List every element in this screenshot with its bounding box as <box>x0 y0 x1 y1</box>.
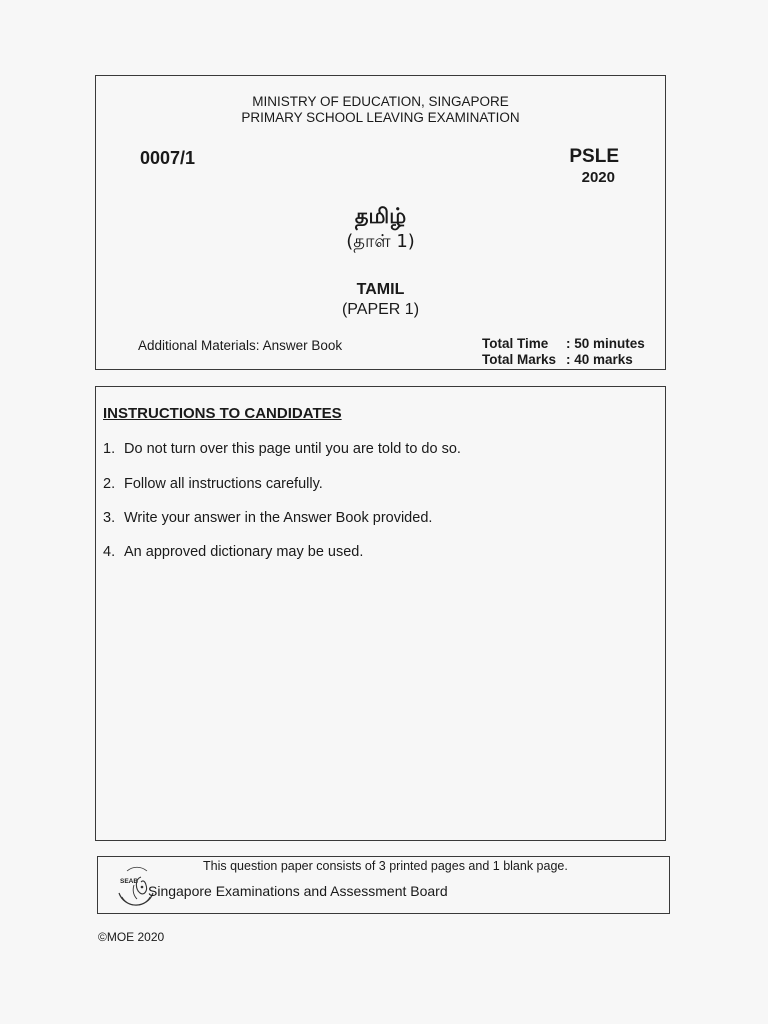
instruction-number: 4. <box>103 544 116 560</box>
instructions-box <box>95 386 666 841</box>
instruction-number: 2. <box>103 476 116 492</box>
subject-title: TAMIL <box>356 281 405 298</box>
total-marks-row <box>482 352 645 368</box>
total-marks-value: : 40 marks <box>566 352 633 367</box>
total-time-label: Total Time <box>482 336 549 351</box>
ministry-line: MINISTRY OF EDUCATION, SINGAPORE <box>252 94 509 109</box>
cover-box <box>95 75 666 370</box>
instruction-item <box>103 544 363 560</box>
page-count-note: This question paper consists of 3 printed pages and 1 blank page. <box>203 859 568 873</box>
instruction-text: An approved dictionary may be used. <box>124 544 364 560</box>
exam-line: PRIMARY SCHOOL LEAVING EXAMINATION <box>241 110 520 125</box>
footer-box <box>97 856 670 914</box>
instruction-item <box>103 476 323 492</box>
instruction-text: Follow all instructions carefully. <box>124 476 323 492</box>
tamil-paper-number: (தாள் 1) <box>346 231 415 252</box>
board-name: Singapore Examinations and Assessment Board <box>148 883 448 899</box>
instruction-number: 3. <box>103 510 116 526</box>
seal-lettering: SEAB <box>120 878 139 885</box>
instruction-number: 1. <box>103 441 116 457</box>
copyright-notice: ©MOE 2020 <box>98 930 165 944</box>
exam-short-name: PSLE <box>569 146 619 167</box>
exam-year: 2020 <box>581 169 615 186</box>
instruction-text: Do not turn over this page until you are told to do so. <box>124 441 461 457</box>
total-marks-label: Total Marks <box>482 352 557 367</box>
time-marks-block <box>482 336 645 368</box>
total-time-row <box>482 336 645 352</box>
tamil-subject-title: தமிழ் <box>354 204 407 228</box>
instruction-text: Write your answer in the Answer Book provided. <box>124 510 433 526</box>
paper-number: (PAPER 1) <box>341 301 420 318</box>
exam-authority <box>96 94 665 126</box>
total-time-value: : 50 minutes <box>566 336 645 351</box>
instructions-heading: INSTRUCTIONS TO CANDIDATES <box>103 405 342 422</box>
instruction-item <box>103 441 461 457</box>
instruction-item <box>103 510 432 526</box>
additional-materials: Additional Materials: Answer Book <box>138 338 343 353</box>
paper-code: 0007/1 <box>140 148 196 168</box>
